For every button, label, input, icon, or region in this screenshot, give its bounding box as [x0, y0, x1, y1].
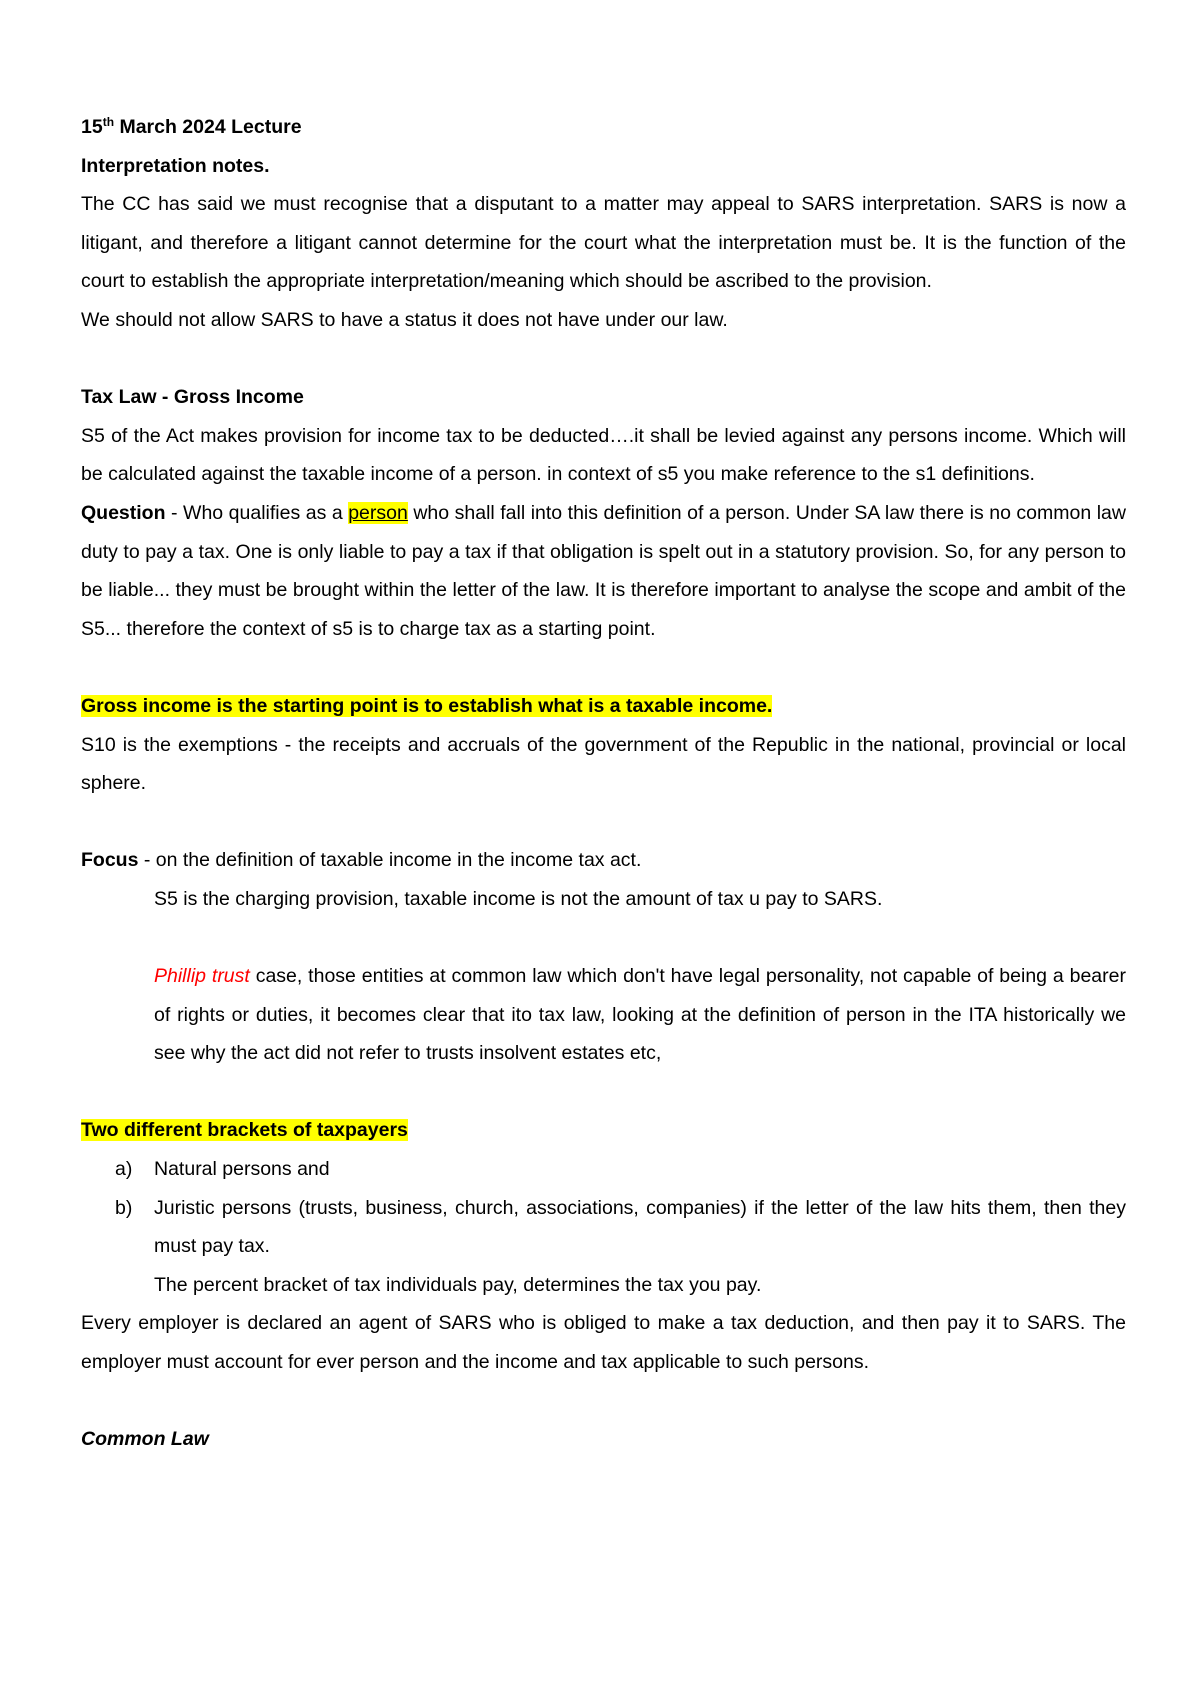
person-highlight: person: [348, 501, 408, 524]
spacer: [81, 340, 1126, 379]
focus-text: - on the definition of taxable income in the income tax act.: [138, 849, 642, 872]
lecture-title: [81, 108, 1126, 147]
charging-provision-line: S5 is the charging provision, taxable income is not the amount of tax u pay to SARS.: [154, 887, 883, 910]
gross-income-highlight: Gross income is the starting point is to establish what is a taxable income.: [81, 694, 773, 717]
common-law-heading: Common Law: [81, 1428, 209, 1451]
interpretation-paragraph-2: We should not allow SARS to have a status it does not have under our law.: [81, 308, 728, 331]
focus-paragraph: [81, 841, 1126, 880]
spacer: [81, 1073, 1126, 1112]
focus-label: Focus: [81, 849, 139, 872]
spacer: [81, 918, 1126, 957]
case-text: case, those entities at common law which don't have legal personality, not capable of being a bearer of rights or duties, it becomes clear that ito tax law, looking at the definition of person in the ITA historically we see why the act did not refer to trusts insolvent estates etc,: [154, 965, 1126, 1065]
employer-paragraph: Every employer is declared an agent of SARS who is obliged to make a tax deduction, and then pay it to SARS. The employer must account for ever person and the income and tax applicable to such persons.: [81, 1312, 1126, 1373]
list-item-text: Natural persons and: [154, 1158, 330, 1181]
s10-paragraph: S10 is the exemptions - the receipts and accruals of the government of the Republic in the national, provincial or local sphere.: [81, 733, 1126, 795]
spacer: [81, 1382, 1126, 1421]
question-label: Question: [81, 501, 166, 524]
list-marker: b): [115, 1196, 133, 1219]
tax-law-heading: Tax Law - Gross Income: [81, 386, 304, 409]
list-item-text: Juristic persons (trusts, business, church, associations, companies) if the letter of the law hits them, then they must pay tax.: [154, 1196, 1126, 1258]
interpretation-paragraph: The CC has said we must recognise that a disputant to a matter may appeal to SARS interpretation. SARS is now a litigant, and therefore a litigant cannot determine for the court what the interpretation must be. It is the function of the court to establish the appropriate interpretation/meaning which should be ascribed to the provision.: [81, 193, 1126, 293]
title-rest: March 2024 Lecture: [114, 116, 302, 138]
question-paragraph: [81, 494, 1126, 648]
case-name: Phillip trust: [154, 965, 250, 988]
brackets-highlight: Two different brackets of taxpayers: [81, 1119, 408, 1142]
brackets-heading: [81, 1111, 1126, 1150]
list-item: [81, 1189, 1126, 1266]
gross-income-heading: [81, 687, 1126, 726]
phillip-trust-paragraph: [81, 957, 1126, 1073]
tax-law-paragraph: S5 of the Act makes provision for income tax to be deducted….it shall be levied against any persons income. Which will be calculated against the taxable income of a person. in context of s5 you make reference to the s1 definitions.: [81, 424, 1126, 486]
title-day: 15: [81, 116, 103, 138]
interpretation-heading: Interpretation notes.: [81, 154, 270, 177]
question-text-post: who shall fall into this definition of a person. Under SA law there is no common law duty to pay a tax. One is only liable to pay a tax if that obligation is spelt out in a statutory provision. So, for any person to be liable... they must be brought within the letter of the law. It is therefore important to analyse the scope and ambit of the S5... therefore the context of s5 is to charge tax as a starting point.: [81, 501, 1126, 640]
spacer: [81, 648, 1126, 687]
document-page: [81, 108, 1126, 1459]
title-suffix: th: [102, 115, 115, 129]
list-item: [81, 1150, 1126, 1189]
spacer: [81, 803, 1126, 842]
percent-bracket-line: The percent bracket of tax individuals pay, determines the tax you pay.: [154, 1273, 762, 1296]
list-marker: a): [115, 1158, 133, 1181]
question-text-pre: - Who qualifies as a: [165, 501, 349, 524]
